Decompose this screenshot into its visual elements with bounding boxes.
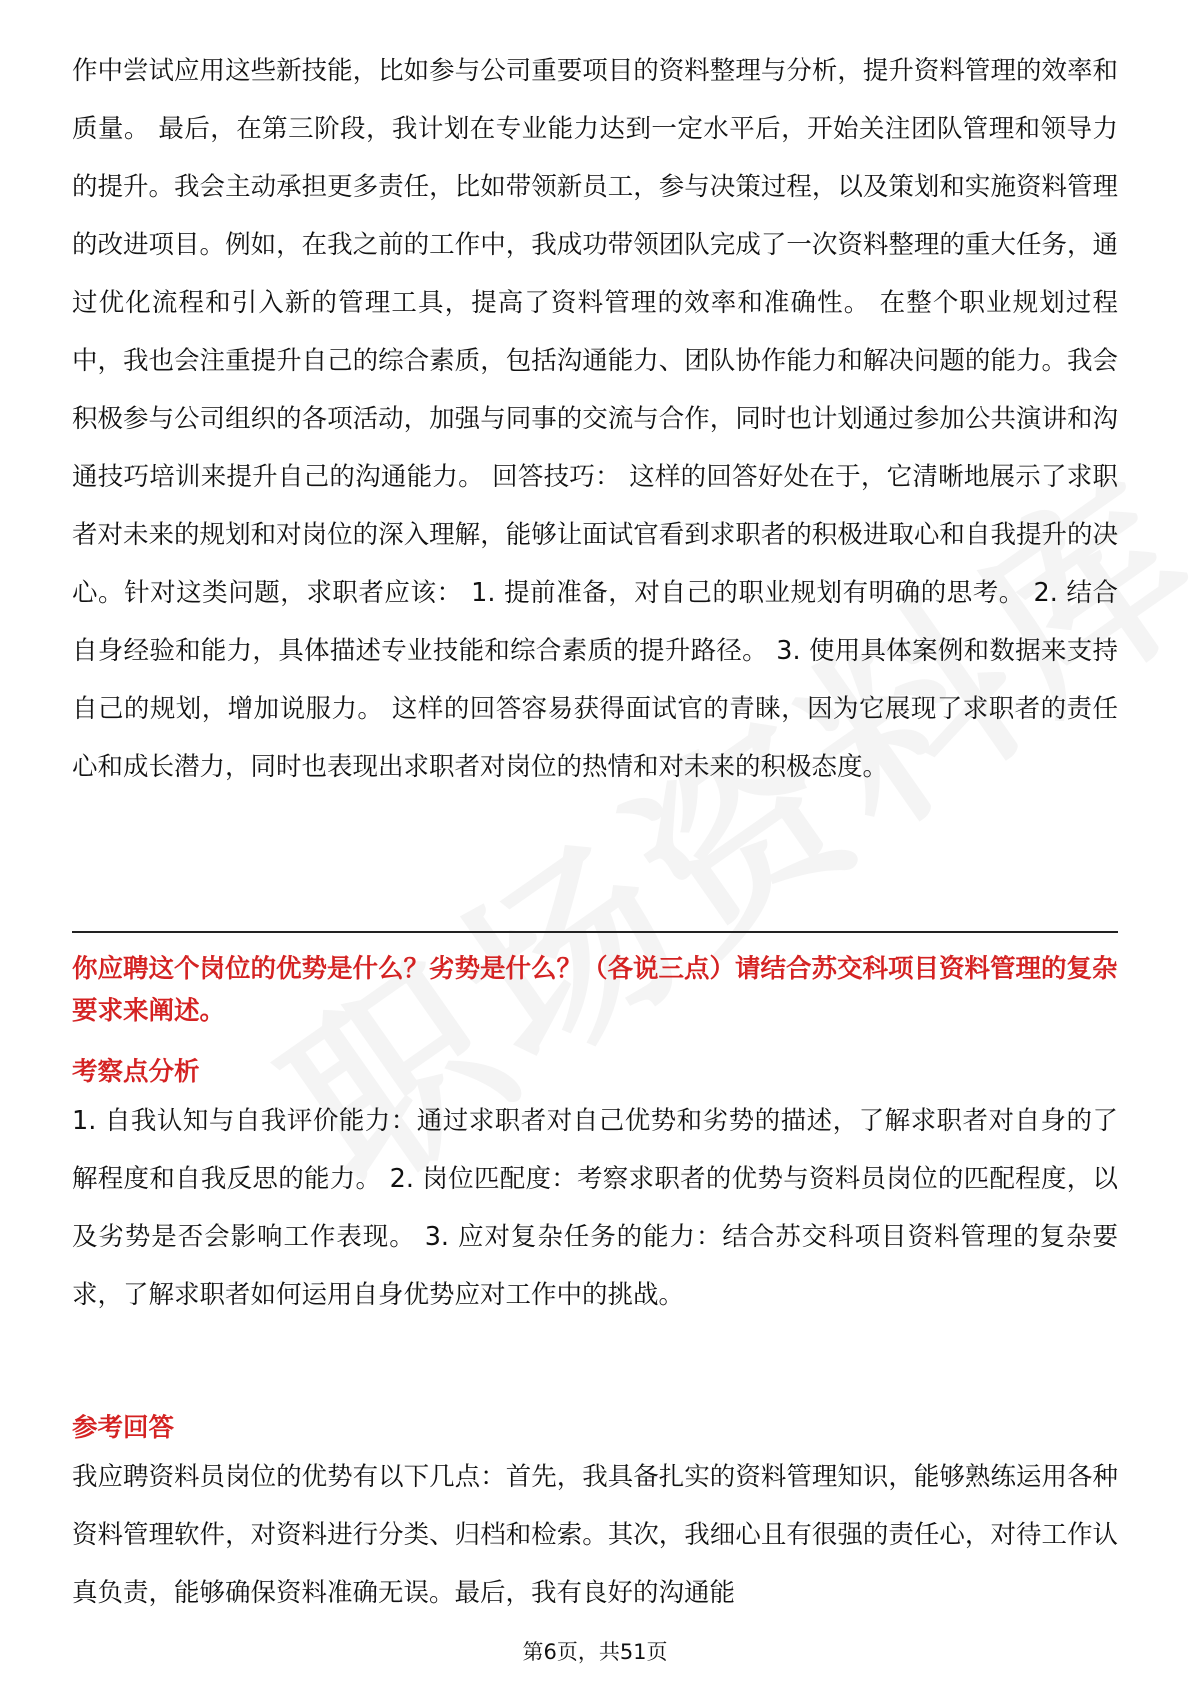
analysis-paragraph: 1. 自我认知与自我评价能力：通过求职者对自己优势和劣势的描述，了解求职者对自身的了解程度和自我反思的能力。 2. 岗位匹配度：考察求职者的优势与资料员岗位的匹配程度，以及劣势是否会影响工作表现。 3. 应对复杂任务的能力：结合苏交科项目资料管理的复杂要求，了解求职者如何运用自身优势应对工作中的挑战。 [72, 1106, 1118, 1310]
section-divider [72, 931, 1118, 933]
answer-heading: 参考回答 [72, 1413, 175, 1443]
page-number: 第6页，共51页 [522, 1640, 668, 1664]
analysis-heading: 考察点分析 [72, 1057, 200, 1087]
continuation-paragraph: 作中尝试应用这些新技能，比如参与公司重要项目的资料整理与分析，提升资料管理的效率和质量。 最后，在第三阶段，我计划在专业能力达到一定水平后，开始关注团队管理和领导力的提升。我会主动承担更多责任，比如带领新员工，参与决策过程，以及策划和实施资料管理的改进项目。例如，在我之前的工作中，我成功带领团队完成了一次资料整理的重大任务，通过优化流程和引入新的管理工具，提高了资料管理的效率和准确性。 在整个职业规划过程中，我也会注重提升自己的综合素质，包括沟通能力、团队协作能力和解决问题的能力。我会积极参与公司组织的各项活动，加强与同事的交流与合作，同时也计划通过参加公共演讲和沟通技巧培训来提升自己的沟通能力。 回答技巧： 这样的回答好处在于，它清晰地展示了求职者对未来的规划和对岗位的深入理解，能够让面试官看到求职者的积极进取心和自我提升的决心。针对这类问题，求职者应该： 1. 提前准备，对自己的职业规划有明确的思考。 2. 结合自身经验和能力，具体描述专业技能和综合素质的提升路径。 3. 使用具体案例和数据来支持自己的规划，增加说服力。 这样的回答容易获得面试官的青睐，因为它展现了求职者的责任心和成长潜力，同时也表现出求职者对岗位的热情和对未来的积极态度。 [72, 56, 1118, 782]
answer-paragraph: 我应聘资料员岗位的优势有以下几点：首先，我具备扎实的资料管理知识，能够熟练运用各种资料管理软件，对资料进行分类、归档和检索。其次，我细心且有很强的责任心，对待工作认真负责，能够确保资料准确无误。最后，我有良好的沟通能 [72, 1462, 1118, 1608]
question-title: 你应聘这个岗位的优势是什么？劣势是什么？（各说三点）请结合苏交科项目资料管理的复杂要求来阐述。 [72, 954, 1118, 1026]
